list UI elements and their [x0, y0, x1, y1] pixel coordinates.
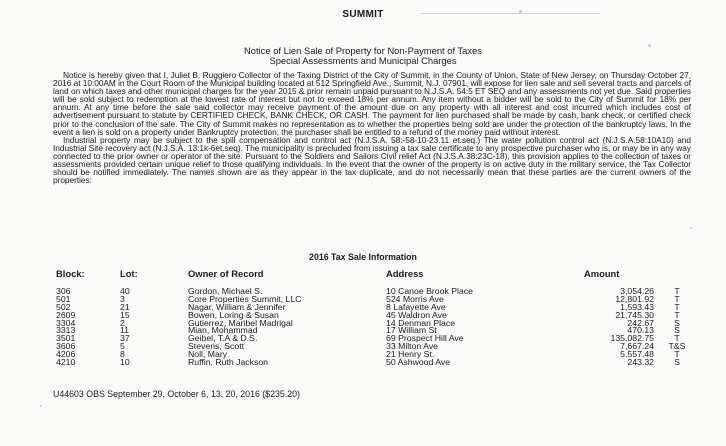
cell-address: 21 Henry St. — [386, 349, 435, 360]
notice-subtitle-line1: Notice of Lien Sale of Property for Non-Payment of Taxes — [244, 45, 482, 56]
cell-lot: 21 — [120, 301, 130, 312]
table-row — [0, 334, 726, 342]
cell-owner: Nagar, William & Jennifer — [188, 301, 286, 312]
cell-code: T — [674, 286, 680, 296]
cell-owner: Core Properties Summit, LLC — [188, 293, 302, 304]
notice-title: SUMMIT — [342, 9, 384, 20]
tax-sale-table — [0, 287, 726, 366]
cell-amount: 242.67 — [627, 317, 654, 328]
cell-address: 8 Lafayette Ave — [386, 301, 446, 312]
cell-block: 502 — [56, 301, 71, 312]
cell-owner: Mian, Mohammad — [188, 325, 258, 336]
cell-lot: 5 — [120, 341, 125, 352]
notice-paragraph-1: Notice is hereby given that I, Juliet B. Ruggiero Collector of the Taxing District of the City of Summit, in the County of Union, State of New Jersey, on Thursday October 27, 2016 at 10:00AM in the Court Room of the Municipal building located at 512 Springfield Ave., Summit, N.J. 07901, will expose for lien sale and sell several tracts and parcels of land on which taxes and other municipal charges for the year 2015 & prior remain unpaid pursuant to N.J.S.A. 54:5 ET SEQ and any assessments not yet due. Said properties will be sold subject to redemption at the lowest rate of interest but not to exceed 18% per annum. Any item without a bidder will be sold to the City of Summit for 18% per annum. At any time before the sale said collector may receive payment of the amount due on any property with all interest and cost incurred which includes cost of advertisement pursuant to statute by CERTIFIED CHECK, BANK CHECK, OR CASH. The payment for lien purchased shall be made by cash, bank check, or certified check prior to the conclusion of the sale. The City of Summit makes no representation as to whether the properties being sold are under the protection of the bankruptcy laws. In the event a lien is sold on a property under Bankruptcy protection, the purchaser shall be entitled to a refund of the money paid without interest. — [53, 70, 691, 137]
cell-amount: 12,801.92 — [615, 293, 654, 304]
cell-block: 3501 — [56, 333, 76, 344]
scan-speck — [40, 405, 42, 407]
cell-owner: Gordon, Michael S. — [188, 286, 263, 296]
cell-amount: 243.32 — [627, 357, 654, 368]
cell-amount: 1,593.43 — [620, 301, 654, 312]
table-row — [0, 295, 726, 303]
cell-owner: Ruffin, Ruth Jackson — [188, 357, 268, 368]
cell-code: S — [674, 357, 680, 368]
notice-body — [53, 71, 691, 184]
cell-block: 4206 — [56, 349, 76, 360]
cell-amount: 21,745.30 — [615, 309, 654, 320]
cell-amount: 5,557.48 — [620, 349, 654, 360]
header-lot: Lot: — [120, 268, 138, 279]
cell-block: 306 — [56, 286, 71, 296]
cell-owner: Geibel, T.A & D.S. — [188, 333, 258, 344]
cell-code: T — [674, 309, 680, 320]
cell-owner: Noll, Mary — [188, 349, 228, 360]
cell-lot: 3 — [120, 293, 125, 304]
cell-address: 33 Milton Ave — [386, 341, 438, 352]
cell-address: 50 Ashwood Ave — [386, 357, 451, 368]
cell-code: S — [674, 325, 680, 336]
cell-owner: Stevens, Scott — [188, 341, 245, 352]
table-row — [0, 342, 726, 350]
cell-owner: Bowen, Loring & Susan — [188, 309, 279, 320]
cell-block: 501 — [56, 293, 71, 304]
table-row — [0, 358, 726, 366]
table-row — [0, 319, 726, 327]
cell-address: 69 Prospect Hill Ave — [386, 333, 464, 344]
cell-lot: 37 — [120, 333, 130, 344]
cell-block: 2609 — [56, 309, 76, 320]
publication-footer: U44603 OBS September 29, October 6, 13, 20, 2016 ($235.20) — [53, 389, 300, 399]
header-owner: Owner of Record — [188, 268, 264, 279]
header-address: Address — [386, 268, 424, 279]
cell-block: 4210 — [56, 357, 76, 368]
cell-code: T — [674, 333, 680, 344]
scan-speck — [690, 227, 692, 229]
cell-lot: 15 — [120, 309, 130, 320]
table-title: 2016 Tax Sale Information — [309, 252, 417, 262]
cell-address: 45 Waldron Ave — [386, 309, 447, 320]
notice-paragraph-2: Industrial property may be subject to the spill compensation and control act (N.J.S.A. 58:-58-10-23.11 et.seq.) The water pollution control act (N.J.S.A.58:10A10) and Industrial Site recovery act (N.J.S.A. 13:1k-6et.seq). The municipality is precluded from issuing a tax sale certificate to any prospective purchaser who is, or may be in any way connected to the prior owner or operator of the site. Pursuant to the Soldiers and Sailors Civil relief Act (N.J.S.A.38:23C-18), this provision applies to the collection of taxes or assessments provided certain unique relief to those qualifying individuals. In the event that the owner of the property is on active duty in the military service, the Tax Collector should be notified immediately. The names shown are as they appear in the tax duplicate, and do not necessarily mean that these parties are the current owners of the properties: — [53, 134, 691, 186]
cell-lot: 2 — [120, 317, 125, 328]
table-row — [0, 311, 726, 319]
header-amount: Amount — [584, 268, 620, 279]
header-block: Block: — [56, 268, 85, 279]
cell-amount: 7,667.24 — [620, 341, 654, 352]
cell-address: 524 Morris Ave — [386, 293, 444, 304]
cell-address: 17 William St — [386, 325, 437, 336]
cell-owner: Gutierrez, Maribel Madrigal — [188, 317, 293, 328]
cell-code: T — [674, 349, 680, 360]
cell-code: T — [674, 293, 680, 304]
cell-amount: 470.13 — [627, 325, 654, 336]
cell-lot: 40 — [120, 286, 130, 296]
cell-code: T&S — [668, 341, 686, 352]
cell-lot: 11 — [120, 325, 130, 336]
cell-block: 3606 — [56, 341, 76, 352]
cell-address: 14 Denman Place — [386, 317, 456, 328]
cell-code: S — [674, 317, 680, 328]
notice-subtitle-line2: Special Assessments and Municipal Charges — [269, 55, 457, 66]
cell-code: T — [674, 301, 680, 312]
cell-amount: 135,082.75 — [610, 333, 654, 344]
cell-address: 10 Canoe Brook Place — [386, 286, 473, 296]
table-row — [0, 350, 726, 358]
cell-block: 3304 — [56, 317, 76, 328]
cell-lot: 8 — [120, 349, 125, 360]
cell-amount: 3,054.26 — [620, 286, 654, 296]
cell-block: 3313 — [56, 325, 76, 336]
cell-lot: 10 — [120, 357, 130, 368]
